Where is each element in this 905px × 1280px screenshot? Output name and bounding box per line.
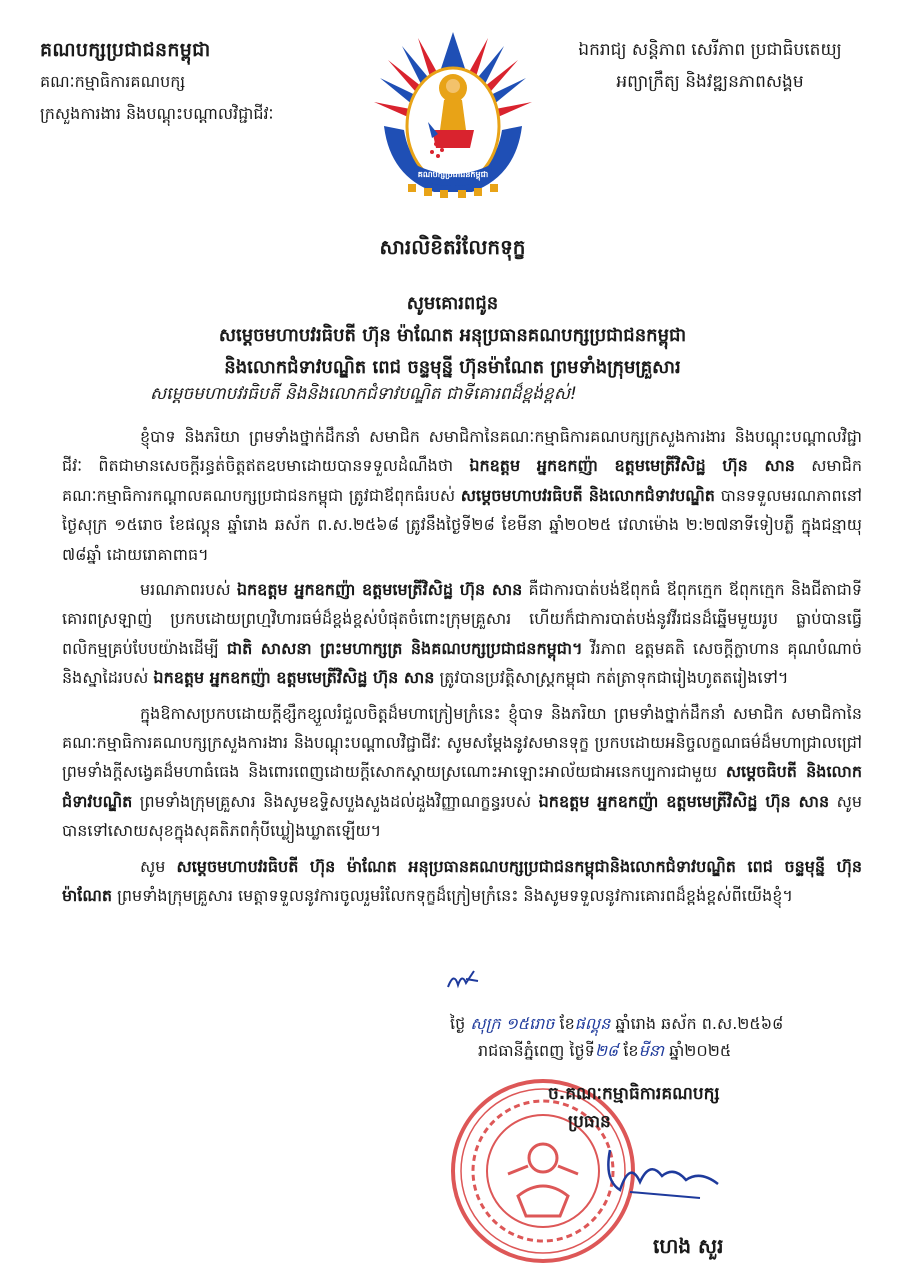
p4-text-2: ព្រមទាំងក្រុមគ្រួសារ មេត្តាទទួលនូវការចូលរួមរំលែកទុក្ខដ៏ក្រៀមក្រំនេះ និងសូមទទួលនូវការគោរពដ៏ខ្ពង់ខ្ពស់ពីយើងខ្ញុំ។ — [112, 886, 793, 906]
handwritten-signature — [590, 1140, 730, 1210]
p2-text-2: គឺជាការបាត់បង់ឪពុកធំ ឪពុកក្មេក ឪពុកក្មេក និងជីតាជាទីគោរពស្រឡាញ់ ប្រកបដោយព្រហ្មវិហារធម៌ដ៏ខ្ពង់ខ្ពស់បំផុតចំពោះក្រុមគ្រួសារ ហើយក៏ជាការបាត់បង់នូវវីរជនដ៏ឆ្នើមមួយរូប ធ្លាប់បានធ្វើពលិកម្មគ្រប់បែបយ៉ាងដើម្បី — [62, 580, 863, 658]
p4-recipients: សម្ដេចមហាបវរធិបតី ហ៊ុន ម៉ាណែត អនុប្រធានគណបក្សប្រជាជនកម្ពុជានិងលោកជំទាវបណ្ឌិត ពេជ ចន្ទមុន្នី ហ៊ុនម៉ាណែត — [62, 856, 863, 906]
p1-deceased-name: ឯកឧត្តម អ្នកឧកញ៉ា ឧត្តមមេត្រីវិសិដ្ឋ ហ៊ុន សាន — [469, 456, 795, 476]
document-title: សារលិខិតរំលែកទុក្ខ — [379, 235, 526, 259]
signer-name: ហេង សួរ — [653, 1234, 724, 1258]
motto-line-2: អព្យាក្រឹត្យ និងវឌ្ឍនភាពសង្គម — [616, 72, 804, 92]
committee-name: គណៈកម្មាធិការគណបក្ស — [40, 72, 186, 91]
lunar-date-handwritten: សុក្រ ១៥រោច — [470, 1014, 555, 1033]
national-motto — [545, 34, 875, 98]
lunar-year: ឆ្នាំរោង ឆស័ក ព.ស.២៥៦៨ — [615, 1014, 784, 1033]
party-logo — [372, 26, 534, 198]
paragraph-1 — [62, 422, 862, 569]
p3-deceased-name: ឯកឧត្តម អ្នកឧកញ៉ា ឧត្តមមេត្រីវិសិដ្ឋ ហ៊ុន សាន — [538, 791, 830, 811]
letter-body — [62, 422, 862, 917]
addressee-line-3: និងលោកជំទាវបណ្ឌិត ពេជ ចន្ទមុន្នី ហ៊ុនម៉ាណែត ព្រមទាំងក្រុមគ្រួសារ — [224, 357, 681, 378]
p1-recipients: សម្ដេចមហាបវរធិបតី និងលោកជំទាវបណ្ឌិត — [460, 485, 715, 505]
p3-recipients: សម្ដេចធិបតី និងលោកជំទាវបណ្ឌិត — [62, 762, 862, 811]
solar-day-handwritten: ២៨ — [594, 1041, 619, 1060]
date-block — [438, 1010, 858, 1064]
p1-text-2: សមាជិកគណៈកម្មាធិការកណ្ដាលគណបក្សប្រជាជនកម្ពុជា ត្រូវជាឪពុកធំរបស់ — [62, 456, 863, 505]
p2-nation-phrase: ជាតិ សាសនា ព្រះមហាក្សត្រ និងគណបក្សប្រជាជនកម្ពុជា។ — [226, 638, 583, 658]
ministry-name: ក្រសួងការងារ និងបណ្ដុះបណ្ដាលវិជ្ជាជីវៈ — [40, 104, 274, 123]
p2-deceased-name: ឯកឧត្តម អ្នកឧកញ៉ា ឧត្តមមេត្រីវិសិដ្ឋ ហ៊ុន សាន — [236, 580, 523, 600]
handwritten-initial — [444, 965, 484, 995]
salutation: សម្ដេចមហាបវរធិបតី និងនិងលោកជំទាវបណ្ឌិត ជាទីគោរពដ៏ខ្ពង់ខ្ពស់! — [150, 384, 577, 404]
p3-text-3: សូមបានទៅសោយសុខក្នុងសុគតិភពកុំបីឃ្លៀងឃ្លាតឡើយ។ — [62, 791, 863, 841]
party-name: គណបក្សប្រជាជនកម្ពុជា — [40, 39, 211, 61]
p2-text: មរណភាពរបស់ — [140, 580, 237, 600]
solar-date-prefix: រាជធានីភ្នំពេញ ថ្ងៃទី — [478, 1041, 595, 1060]
lunar-month-handwritten: ផល្គុន — [574, 1014, 611, 1033]
signer-block — [548, 1080, 868, 1258]
paragraph-4 — [62, 852, 862, 911]
p3-text-2: ព្រមទាំងក្រុមគ្រួសារ និងសូមឧទ្ទិសបួងសួងដល់ដួងវិញ្ញាណក្ខន្ធរបស់ — [132, 791, 539, 811]
signer-role: ប្រធាន — [568, 1112, 611, 1132]
p2-text-3: វីរភាព ឧត្តមគតិ សេចក្ដីក្លាហាន គុណបំណាច់ និងស្នាដៃរបស់ — [62, 638, 863, 688]
paragraph-2 — [62, 575, 862, 693]
motto-line-1: ឯករាជ្យ សន្តិភាព សេរីភាព ប្រជាធិបតេយ្យ — [578, 40, 842, 60]
solar-month-handwritten: មីនា — [638, 1041, 664, 1060]
lunar-date-prefix: ថ្ងៃ — [450, 1014, 466, 1033]
p4-text: សូម — [140, 856, 177, 876]
p3-text: ក្នុងឱកាសប្រកបដោយក្ដីខ្សឹកខ្សួលរំជួលចិត្តដ៏មហាក្រៀមក្រំនេះ ខ្ញុំបាទ និងភរិយា ព្រមទាំងថ្នាក់ដឹកនាំ សមាជិក សមាជិកានៃគណៈកម្មាធិការគណបក្សក្រសួងការងារ និងបណ្ដុះបណ្ដាលវិជ្ជាជីវៈ សូមសម្ដែងនូវសមានទុក្ខ ប្រកបដោយអនិច្ចលក្ខណធម៌ដ៏មហាជ្រាលជ្រៅ ព្រមទាំងក្ដីសង្វេគដ៏មហាធំធេង និងពោរពេញដោយក្ដីសោកស្ដាយស្រណោះអាឡោះអាល័យជាអនេកប្បការជាមួយ — [62, 703, 862, 782]
solar-month-label: ខែ — [623, 1041, 639, 1060]
solar-date — [438, 1037, 858, 1064]
addressee-line-2: សម្ដេចមហាបវរធិបតី ហ៊ុន ម៉ាណែត អនុប្រធានគណបក្សប្រជាជនកម្ពុជា — [218, 325, 687, 346]
addressee-line-1: សូមគោរពជូន — [406, 293, 499, 314]
logo-banner-text: គណបក្សប្រជាជនកម្ពុជា — [417, 170, 489, 179]
p1-text: ខ្ញុំបាទ និងភរិយា ព្រមទាំងថ្នាក់ដឹកនាំ សមាជិក សមាជិកានៃគណៈកម្មាធិការគណបក្សក្រសួងការងារ និងបណ្ដុះបណ្ដាលវិជ្ជាជីវៈ ពិតជាមានសេចក្ដីរន្ធត់ចិត្តឥតឧបមាដោយបានទទួលដំណឹងថា — [62, 427, 862, 476]
p2-deceased-name-2: ឯកឧត្តម អ្នកឧកញ៉ា ឧត្តមមេត្រីវិសិដ្ឋ ហ៊ុន សាន — [153, 668, 435, 688]
p1-text-3: បានទទួលមរណភាពនៅថ្ងៃសុក្រ ១៥រោច ខែផល្គុន ឆ្នាំរោង ឆស័ក ព.ស.២៥៦៨ ត្រូវនឹងថ្ងៃទី២៨ ខែមីនា ឆ្នាំ២០២៥ វេលាម៉ោង ២:២៧នាទីទៀបភ្លឺ ក្នុងជន្មាយុ ៧៨ឆ្នាំ ដោយរោគាពាធ។ — [62, 485, 862, 564]
paragraph-3 — [62, 699, 862, 846]
solar-year: ឆ្នាំ២០២៥ — [669, 1041, 732, 1060]
signer-committee: ច.គណៈកម្មាធិការគណបក្ស — [548, 1084, 720, 1104]
lunar-date — [438, 1010, 858, 1037]
sender-header — [40, 34, 340, 130]
lunar-month-label: ខែ — [559, 1014, 575, 1033]
p2-text-4: ត្រូវបានប្រវត្តិសាស្ត្រកម្ពុជា កត់ត្រាទុកជារៀងហូតតរៀងទៅ។ — [434, 668, 789, 688]
addressee-block — [40, 288, 865, 384]
